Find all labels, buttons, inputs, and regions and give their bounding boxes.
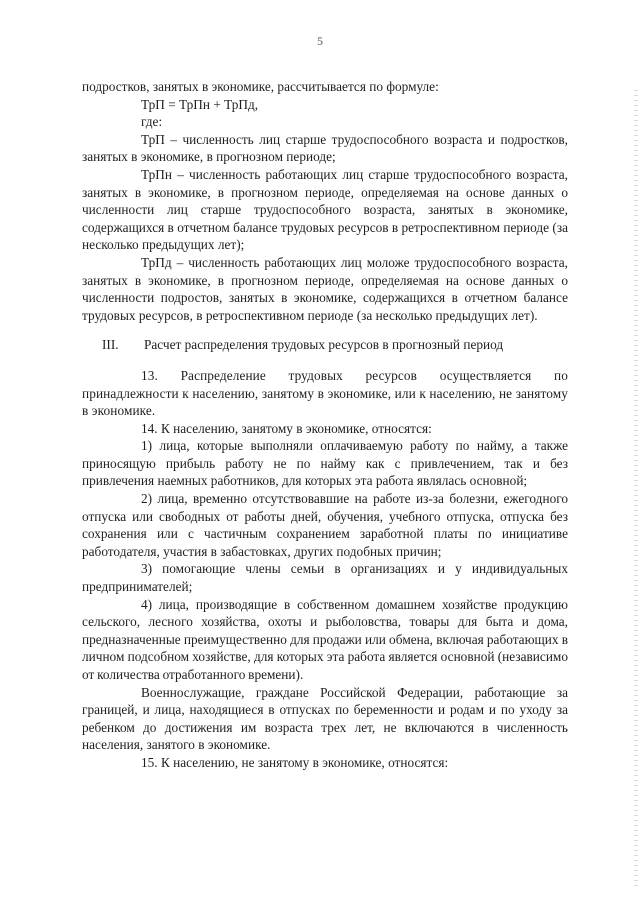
definition-trp: ТрП – численность лиц старше трудоспособного возраста и подростков, занятых в экономике, в прогнозном периоде;	[82, 131, 568, 165]
paragraph-formula-intro: подростков, занятых в экономике, рассчитывается по формуле:	[82, 79, 439, 94]
clause-15: 15. К населению, не занятому в экономике, относятся:	[141, 754, 449, 770]
document-body	[82, 78, 568, 772]
clause-14-item-2: 2) лица, временно отсутствовавшие на работе из-за болезни, ежегодного отпуска или свободных от работы дней, обучения, учебного отпуска, отпуска без сохранения или с частичным сохранением заработной платы по инициативе работодателя, участия в забастовках, других подобных причин;	[82, 491, 568, 559]
clause-13: 13. Распределение трудовых ресурсов осуществляется по принадлежности к населению, занятому в экономике, или к населению, не занятому в экономике.	[82, 367, 568, 419]
clause-14-item-3: 3) помогающие члены семьи в организациях и у индивидуальных предпринимателей;	[82, 561, 568, 595]
paragraph-exclusions: Военнослужащие, граждане Российской Федерации, работающие за границей, и лица, находящиеся в отпусках по беременности и родам и по уходу за ребенком до достижения им возраста трех лет, не включаются в численность населения, занятого в экономике.	[82, 684, 568, 753]
definition-trpd: ТрПд – численность работающих лиц моложе трудоспособного возраста, занятых в экономике, в прогнозном периоде, определяемая на основе данных о численности подростов, занятых в экономике, содержащихся в отчетном балансе трудовых ресурсов, в ретроспективном периоде (за несколько предыдущих лет).	[82, 254, 568, 323]
clause-14-item-1: 1) лица, которые выполняли оплачиваемую работу по найму, а также приносящую прибыль работу не по найму как с привлечением, так и без привлечения наемных работников, для которых эта работа являлась основной;	[82, 438, 568, 489]
formula-where: где:	[141, 114, 163, 130]
section-number: III.	[102, 337, 119, 353]
section-heading	[82, 336, 568, 354]
clause-14: 14. К населению, занятому в экономике, относятся:	[141, 420, 432, 436]
scan-edge-marks	[634, 90, 638, 890]
formula: ТрП = ТрПн + ТрПд,	[141, 96, 259, 112]
definition-trpn: ТрПн – численность работающих лиц старше трудоспособного возраста, занятых в экономике, в прогнозном периоде, определяемая на основе данных о численности лиц старше трудоспособного возраста, занятых в экономике, содержащихся в отчетном балансе трудовых ресурсов в ретроспективном периоде (за несколько предыдущих лет);	[82, 166, 568, 253]
section-title: Расчет распределения трудовых ресурсов в прогнозный период	[144, 337, 504, 353]
page-number: 5	[317, 34, 323, 48]
clause-14-item-4: 4) лица, производящие в собственном домашнем хозяйстве продукцию сельского, лесного хозяйства, охоты и рыболовства, товары для быта и дома, предназначенные преимущественно для продажи или обмена, включая работающих в личном подсобном хозяйстве, для которых эта работа является основной (независимо от количества отработанного времени).	[82, 596, 568, 682]
